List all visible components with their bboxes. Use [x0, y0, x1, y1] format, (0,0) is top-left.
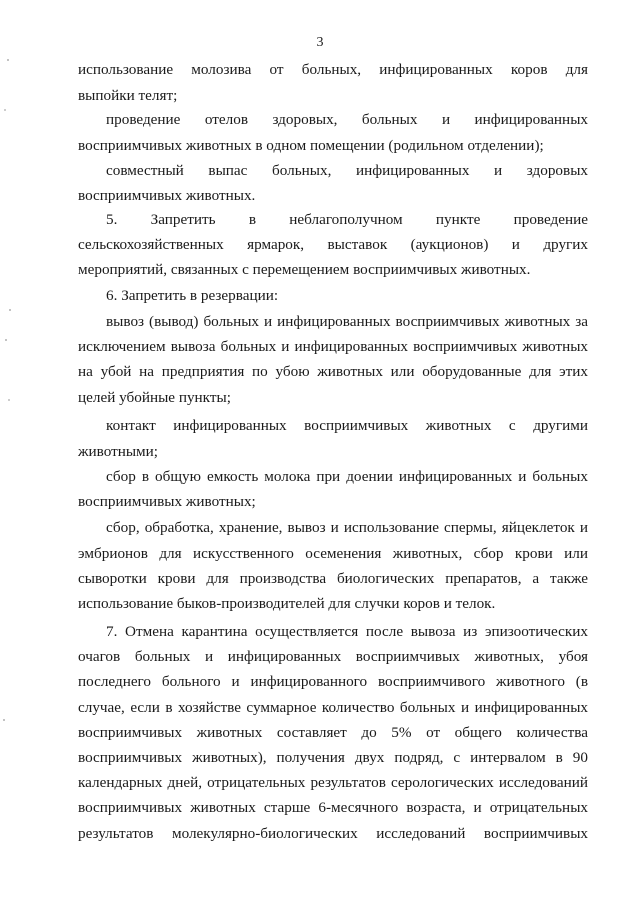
text-line: использование быков-производителей для случки коров и телок.	[78, 595, 496, 612]
text-line: очагов больных и инфицированных восприимчивых животных, убоя	[78, 648, 588, 665]
scan-edge-artifacts	[0, 0, 18, 905]
text-line: сбор в общую емкость молока при доении инфицированных и больных	[106, 468, 588, 485]
text-line: 5. Запретить в неблагополучном пункте проведение	[106, 211, 588, 228]
text-line: восприимчивых животных), получения двух подряд, с интервалом в 90	[78, 749, 588, 766]
text-line: использование молозива от больных, инфицированных коров для	[78, 61, 588, 78]
text-line: восприимчивых животных старше 6-месячного возраста, и отрицательных	[78, 799, 588, 816]
text-line: сыворотки крови для производства биологических препаратов, а также	[78, 570, 588, 587]
text-line: исключением вывоза больных и инфицированных восприимчивых животных	[78, 338, 588, 355]
text-line: эмбрионов для искусственного осеменения животных, сбор крови или	[78, 545, 588, 562]
text-line: восприимчивых животных;	[78, 493, 256, 510]
text-line: мероприятий, связанных с перемещением восприимчивых животных.	[78, 261, 531, 278]
text-line: календарных дней, отрицательных результатов серологических исследований	[78, 774, 588, 791]
text-line: восприимчивых животных в одном помещении (родильном отделении);	[78, 137, 544, 154]
text-line: последнего больного и инфицированного восприимчивого животного (в	[78, 673, 588, 690]
text-line: сельскохозяйственных ярмарок, выставок (аукционов) и других	[78, 236, 588, 253]
text-line: восприимчивых животных.	[78, 187, 256, 204]
text-line: 7. Отмена карантина осуществляется после вывоза из эпизоотических	[106, 623, 588, 640]
text-line: случае, если в хозяйстве суммарное количество больных и инфицированных	[78, 699, 588, 716]
text-line: животными;	[78, 443, 159, 460]
text-line: целей убойные пункты;	[78, 389, 231, 406]
text-line: на убой на предприятия по убою животных или оборудованные для этих	[78, 363, 588, 380]
text-line: контакт инфицированных восприимчивых животных с другими	[106, 417, 588, 434]
text-line: результатов молекулярно-биологических исследований восприимчивых	[78, 825, 588, 842]
page-number: 3	[316, 35, 324, 50]
text-line: выпойки телят;	[78, 87, 178, 104]
text-line: 6. Запретить в резервации:	[106, 287, 279, 304]
text-line: вывоз (вывод) больных и инфицированных восприимчивых животных за	[106, 313, 588, 330]
text-line: проведение отелов здоровых, больных и инфицированных	[106, 111, 588, 128]
text-line: совместный выпас больных, инфицированных и здоровых	[106, 162, 588, 179]
text-line: восприимчивых животных составляет до 5% от общего количества	[78, 724, 588, 741]
text-line: сбор, обработка, хранение, вывоз и использование спермы, яйцеклеток и	[106, 519, 588, 536]
